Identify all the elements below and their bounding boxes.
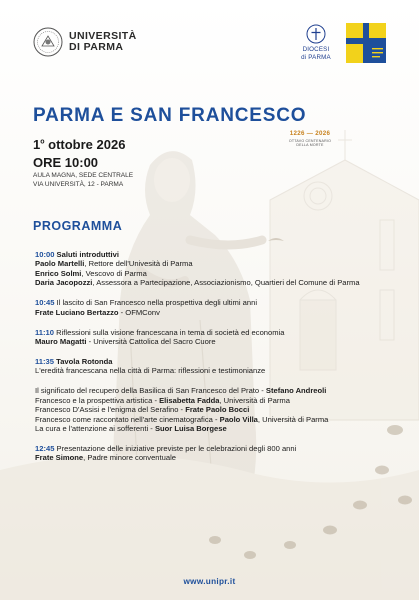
website-link[interactable]: www.unipr.it — [183, 577, 236, 586]
agenda-item: 12:45 Presentazione delle iniziative previste per le celebrazioni degli 800 anni Frate Simone, Padre minore conventuale — [35, 444, 297, 463]
program-heading: PROGRAMMA — [33, 219, 123, 233]
diocesi-name: DIOCESI di PARMA — [301, 46, 331, 61]
diocesi-logo — [296, 24, 336, 61]
agenda-item: Il significato del recupero della Basilica di San Francesco del Prato - Stefano Andreoli Francesco e la prospettiva artistica - Elisabetta Fadda, Università di Parma Francesco D'Assisi e l'enigma del Serafino - Frate Paolo Bocci Francesco come raccontato nell'arte cinematografica - Paolo Villa, Università di Parma La cura e l'attenzione ai sofferenti - Suor Luisa Borgese — [35, 386, 329, 434]
anniversary-badge — [278, 130, 342, 147]
agenda-item: 11:35 Tavola Rotonda L'eredità francescana nella città di Parma: riflessioni e testimonianze — [35, 357, 266, 376]
program-agenda — [35, 250, 410, 473]
diocesi-seal-icon — [306, 24, 326, 44]
anniversary-subtitle: OTTAVO CENTENARIO DELLA MORTE — [288, 139, 332, 148]
anniversary-years: 1226 — 2026 — [289, 130, 331, 137]
event-time: ORE 10:00 — [33, 155, 99, 170]
agenda-item: 10:45 Il lascito di San Francesco nella prospettiva degli ultimi anni Frate Luciano Bertazzo - OFMConv — [35, 298, 258, 317]
event-date: 1$^o$ ottobre 2026 — [33, 137, 126, 152]
event-title: PARMA E SAN FRANCESCO — [33, 105, 307, 126]
cross-logo-icon — [346, 23, 386, 63]
event-venue: AULA MAGNA, SEDE CENTRALE VIA UNIVERSITÀ, 12 - PARMA — [33, 172, 134, 188]
agenda-item: 11:10 Riflessioni sulla visione francescana in tema di società ed economia Mauro Magatti - Università Cattolica del Sacro Cuore — [35, 327, 285, 347]
agenda-item: 10:00 Saluti introduttivi Paolo Martelli, Rettore dell'Univesità di Parma Enrico Solmi, Vescovo di Parma Daria Jacopozzi, Assessora a Partecipazione, Associazionismo, Quartieri del Comune di Parma — [35, 250, 360, 288]
university-seal-icon — [33, 27, 63, 57]
university-logo — [33, 27, 137, 57]
university-name: UNIVERSITÀ DI PARMA — [69, 30, 137, 53]
